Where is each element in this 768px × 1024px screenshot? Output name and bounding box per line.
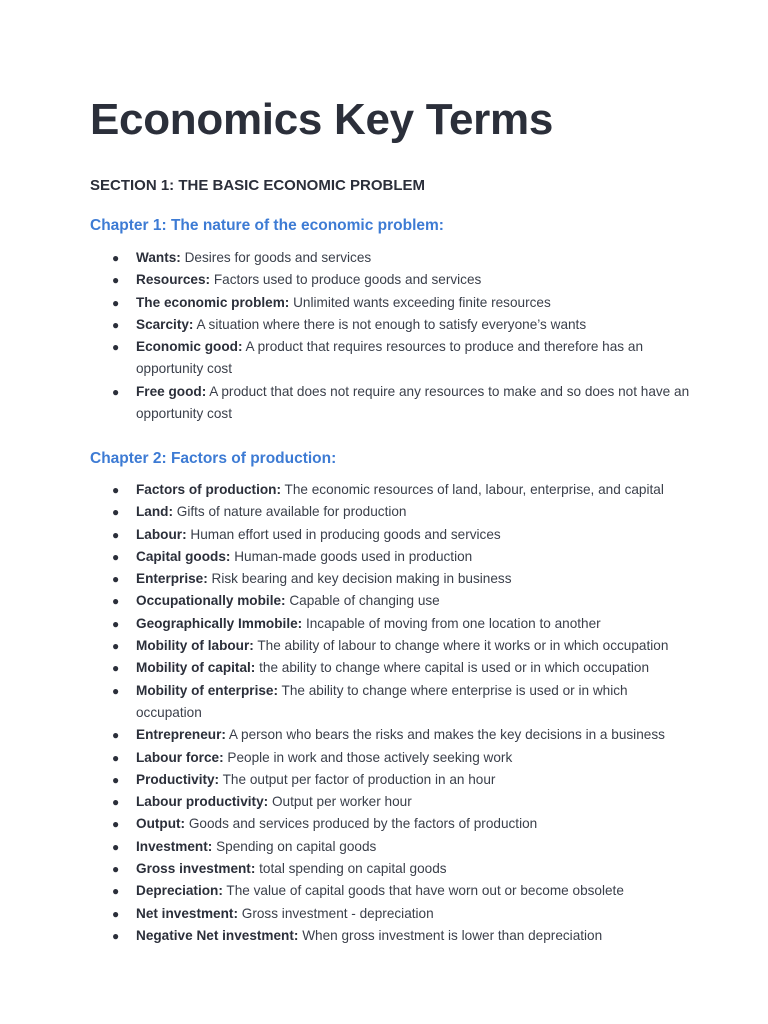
bullet-icon: ●: [112, 795, 120, 810]
term-definition: Spending on capital goods: [216, 838, 377, 854]
bullet-icon: ●: [112, 594, 120, 609]
list-item: [90, 903, 690, 925]
term-definition: Human-made goods used in production: [234, 548, 473, 564]
term-definition: the ability to change where capital is used or in which occupation: [259, 660, 650, 676]
term-name: Investment:: [136, 838, 213, 854]
bullet-icon: ●: [112, 616, 120, 631]
list-item: [90, 336, 690, 381]
term-definition: The ability of labour to change where it works or in which occupation: [257, 638, 669, 654]
list-item: [90, 747, 690, 769]
term-definition: The economic resources of land, labour, enterprise, and capital: [284, 482, 664, 497]
bullet-icon: ●: [112, 862, 120, 877]
list-item: [90, 680, 690, 725]
term-definition: A product that does not require any resources to make and so does not have an opportunity cost: [136, 383, 690, 422]
term-name: Labour force:: [136, 749, 224, 765]
term-name: Factors of production:: [136, 482, 281, 497]
term-name: Productivity:: [136, 771, 220, 787]
term-name: Geographically Immobile:: [136, 615, 303, 631]
bullet-icon: ●: [112, 340, 120, 355]
bullet-icon: ●: [112, 273, 120, 288]
bullet-icon: ●: [112, 839, 120, 854]
term-definition: Risk bearing and key decision making in business: [211, 571, 512, 587]
term-definition: Gross investment - depreciation: [241, 905, 434, 921]
list-item: [90, 247, 690, 269]
list-item: [90, 791, 690, 813]
list-item: [90, 501, 690, 523]
list-item: [90, 590, 690, 612]
bullet-icon: ●: [112, 906, 120, 921]
term-list: [90, 247, 690, 425]
bullet-icon: ●: [112, 817, 120, 832]
list-item: [90, 314, 690, 336]
term-definition: Gifts of nature available for production: [176, 504, 407, 520]
bullet-icon: ●: [112, 683, 120, 698]
term-name: Entrepreneur:: [136, 727, 226, 743]
term-name: Output:: [136, 816, 186, 832]
term-name: Gross investment:: [136, 861, 256, 877]
bullet-icon: ●: [112, 572, 120, 587]
chapter-1: [90, 216, 690, 425]
term-definition: Goods and services produced by the factors of production: [188, 816, 538, 832]
term-definition: A product that requires resources to produce and therefore has an opportunity cost: [136, 339, 643, 377]
list-item: [90, 769, 690, 791]
term-definition: The value of capital goods that have worn out or become obsolete: [226, 883, 624, 899]
bullet-icon: ●: [112, 384, 120, 399]
bullet-icon: ●: [112, 884, 120, 899]
term-name: Labour productivity:: [136, 794, 269, 810]
list-item: [90, 568, 690, 590]
list-item: [90, 635, 690, 657]
bullet-icon: ●: [112, 639, 120, 654]
list-item: [90, 292, 690, 314]
term-name: Economic good:: [136, 339, 243, 355]
bullet-icon: ●: [112, 251, 120, 265]
chapter-heading: Chapter 1: The nature of the economic problem:: [90, 217, 444, 234]
list-item: [90, 724, 690, 746]
term-definition: A situation where there is not enough to satisfy everyone’s wants: [196, 316, 587, 332]
term-definition: total spending on capital goods: [259, 861, 447, 877]
term-name: Enterprise:: [136, 571, 208, 587]
term-name: Land:: [136, 504, 173, 520]
term-definition: Human effort used in producing goods and services: [190, 526, 501, 542]
bullet-icon: ●: [112, 527, 120, 542]
term-definition: Factors used to produce goods and services: [213, 272, 482, 288]
list-item: [90, 269, 690, 291]
bullet-icon: ●: [112, 750, 120, 765]
term-list: [90, 479, 690, 947]
term-definition: The ability to change where enterprise is used or in which occupation: [136, 682, 628, 720]
list-item: [90, 880, 690, 902]
list-item: [90, 381, 690, 426]
bullet-icon: ●: [112, 483, 120, 497]
list-item: [90, 613, 690, 635]
document-title: Economics Key Terms: [90, 95, 554, 144]
term-definition: The output per factor of production in an hour: [222, 771, 496, 787]
bullet-icon: ●: [112, 295, 120, 310]
term-name: Net investment:: [136, 905, 238, 921]
bullet-icon: ●: [112, 505, 120, 520]
bullet-icon: ●: [112, 728, 120, 743]
term-name: Negative Net investment:: [136, 927, 299, 943]
bullet-icon: ●: [112, 772, 120, 787]
chapter-2: [90, 449, 690, 947]
term-name: Capital goods:: [136, 548, 231, 564]
term-name: Wants:: [136, 250, 181, 265]
list-item: [90, 546, 690, 568]
term-name: Labour:: [136, 526, 187, 542]
list-item: [90, 813, 690, 835]
term-name: Mobility of capital:: [136, 660, 256, 676]
bullet-icon: ●: [112, 661, 120, 676]
list-item: [90, 925, 690, 947]
bullet-icon: ●: [112, 928, 120, 943]
term-name: The economic problem:: [136, 294, 290, 310]
list-item: [90, 657, 690, 679]
section-heading: SECTION 1: THE BASIC ECONOMIC PROBLEM: [90, 177, 426, 194]
bullet-icon: ●: [112, 549, 120, 564]
list-item: [90, 836, 690, 858]
term-definition: Desires for goods and services: [184, 250, 372, 265]
term-definition: People in work and those actively seeking work: [227, 749, 513, 765]
chapter-heading: Chapter 2: Factors of production:: [90, 450, 337, 467]
bullet-icon: ●: [112, 317, 120, 332]
term-definition: Unlimited wants exceeding finite resources: [293, 294, 551, 310]
term-name: Mobility of labour:: [136, 638, 254, 654]
term-name: Depreciation:: [136, 883, 223, 899]
term-definition: When gross investment is lower than depreciation: [302, 927, 603, 943]
list-item: [90, 524, 690, 546]
term-definition: A person who bears the risks and makes the key decisions in a business: [228, 727, 665, 743]
term-definition: Output per worker hour: [271, 794, 412, 810]
term-definition: Incapable of moving from one location to another: [305, 615, 601, 631]
term-name: Resources:: [136, 272, 211, 288]
term-name: Occupationally mobile:: [136, 593, 286, 609]
term-name: Free good:: [136, 383, 207, 399]
term-name: Mobility of enterprise:: [136, 682, 278, 698]
list-item: [90, 479, 690, 501]
list-item: [90, 858, 690, 880]
term-definition: Capable of changing use: [289, 593, 440, 609]
term-name: Scarcity:: [136, 316, 194, 332]
